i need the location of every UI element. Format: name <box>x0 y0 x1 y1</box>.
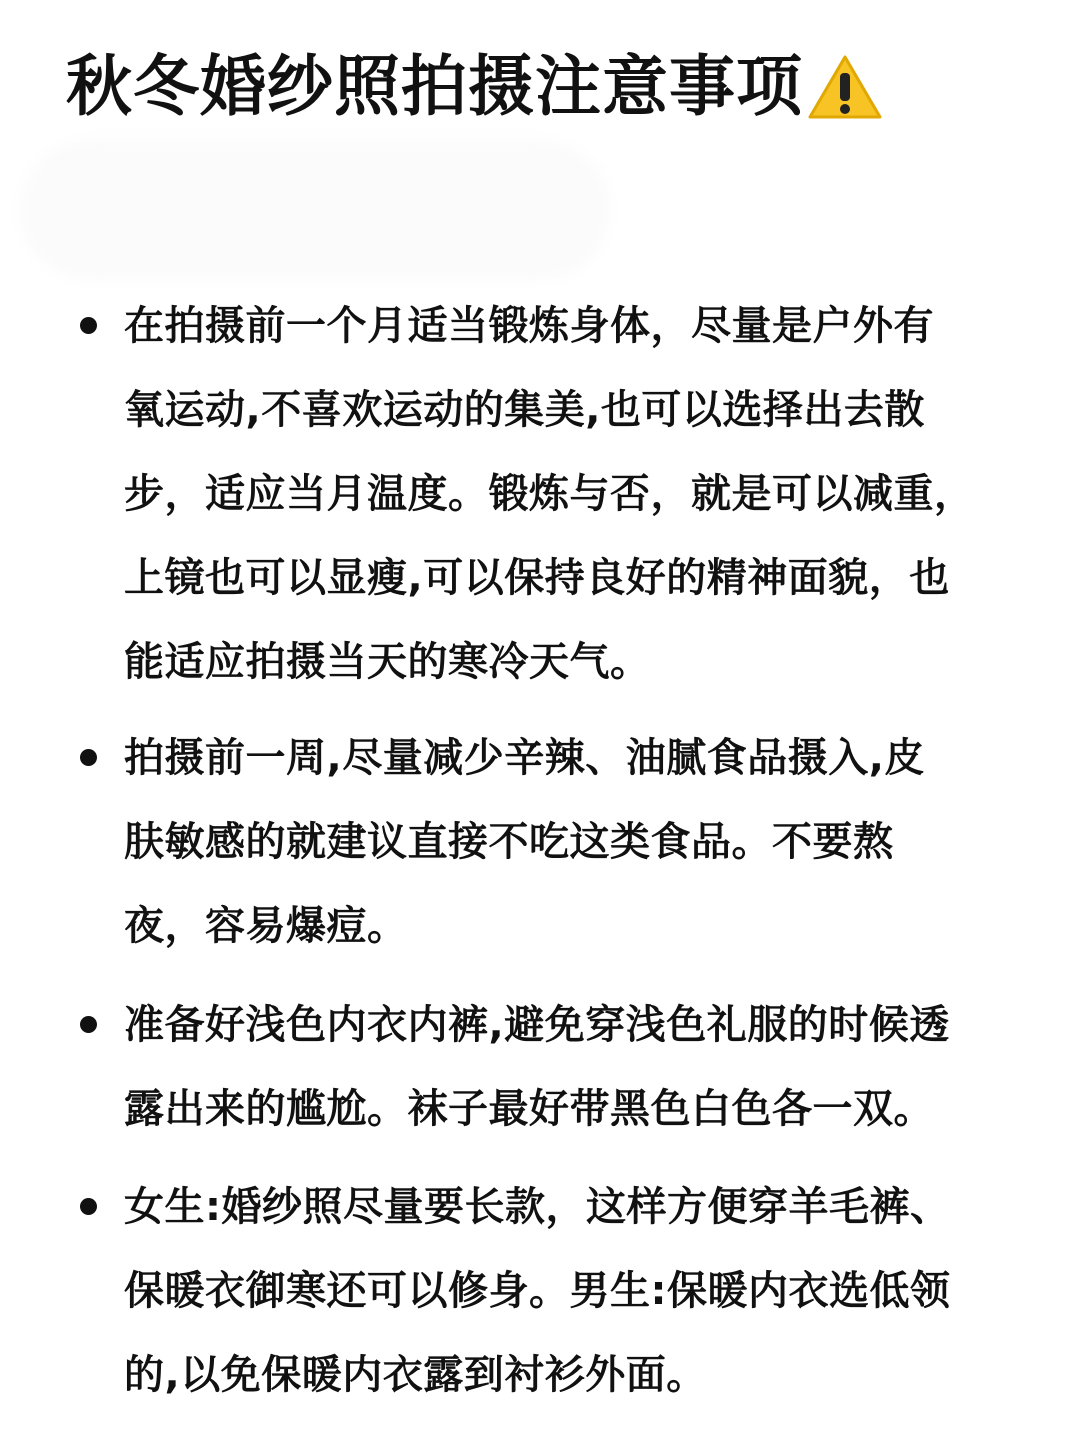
bullet-dot <box>80 1198 97 1215</box>
text-line: 的,以免保暖内衣露到衬衫外面。 <box>124 1352 707 1398</box>
list-item <box>124 983 1029 1151</box>
page-title: 秋冬婚纱照拍摄注意事项 <box>66 48 803 125</box>
bullet-dot <box>80 317 97 334</box>
text-line: 上镜也可以显瘦,可以保持良好的精神面貌，也 <box>124 555 950 601</box>
bullet-dot <box>80 1016 97 1033</box>
text-line: 露出来的尴尬。袜子最好带黑色白色各一双。 <box>124 1086 934 1132</box>
text-line: 能适应拍摄当天的寒冷天气。 <box>124 639 651 685</box>
text-line: 步，适应当月温度。锻炼与否，就是可以减重， <box>124 471 975 517</box>
bullet-dot <box>80 749 97 766</box>
list-item <box>124 284 1029 704</box>
text-line: 夜，容易爆痘。 <box>124 903 408 949</box>
list-item <box>124 716 1029 968</box>
text-line: 氧运动,不喜欢运动的集美,也可以选择出去散 <box>124 387 925 433</box>
text-line: 女生:婚纱照尽量要长款，这样方便穿羊毛裤、 <box>124 1184 951 1230</box>
text-line: 保暖衣御寒还可以修身。男生:保暖内衣选低领 <box>124 1268 951 1314</box>
text-line: 拍摄前一周,尽量减少辛辣、油腻食品摄入,皮 <box>124 735 925 781</box>
text-line: 准备好浅色内衣内裤,避免穿浅色礼服的时候透 <box>124 1002 950 1048</box>
text-line: 肤敏感的就建议直接不吃这类食品。不要熬 <box>124 819 894 865</box>
text-line: 在拍摄前一个月适当锻炼身体，尽量是户外有 <box>124 303 934 349</box>
list-item <box>124 1165 1029 1417</box>
